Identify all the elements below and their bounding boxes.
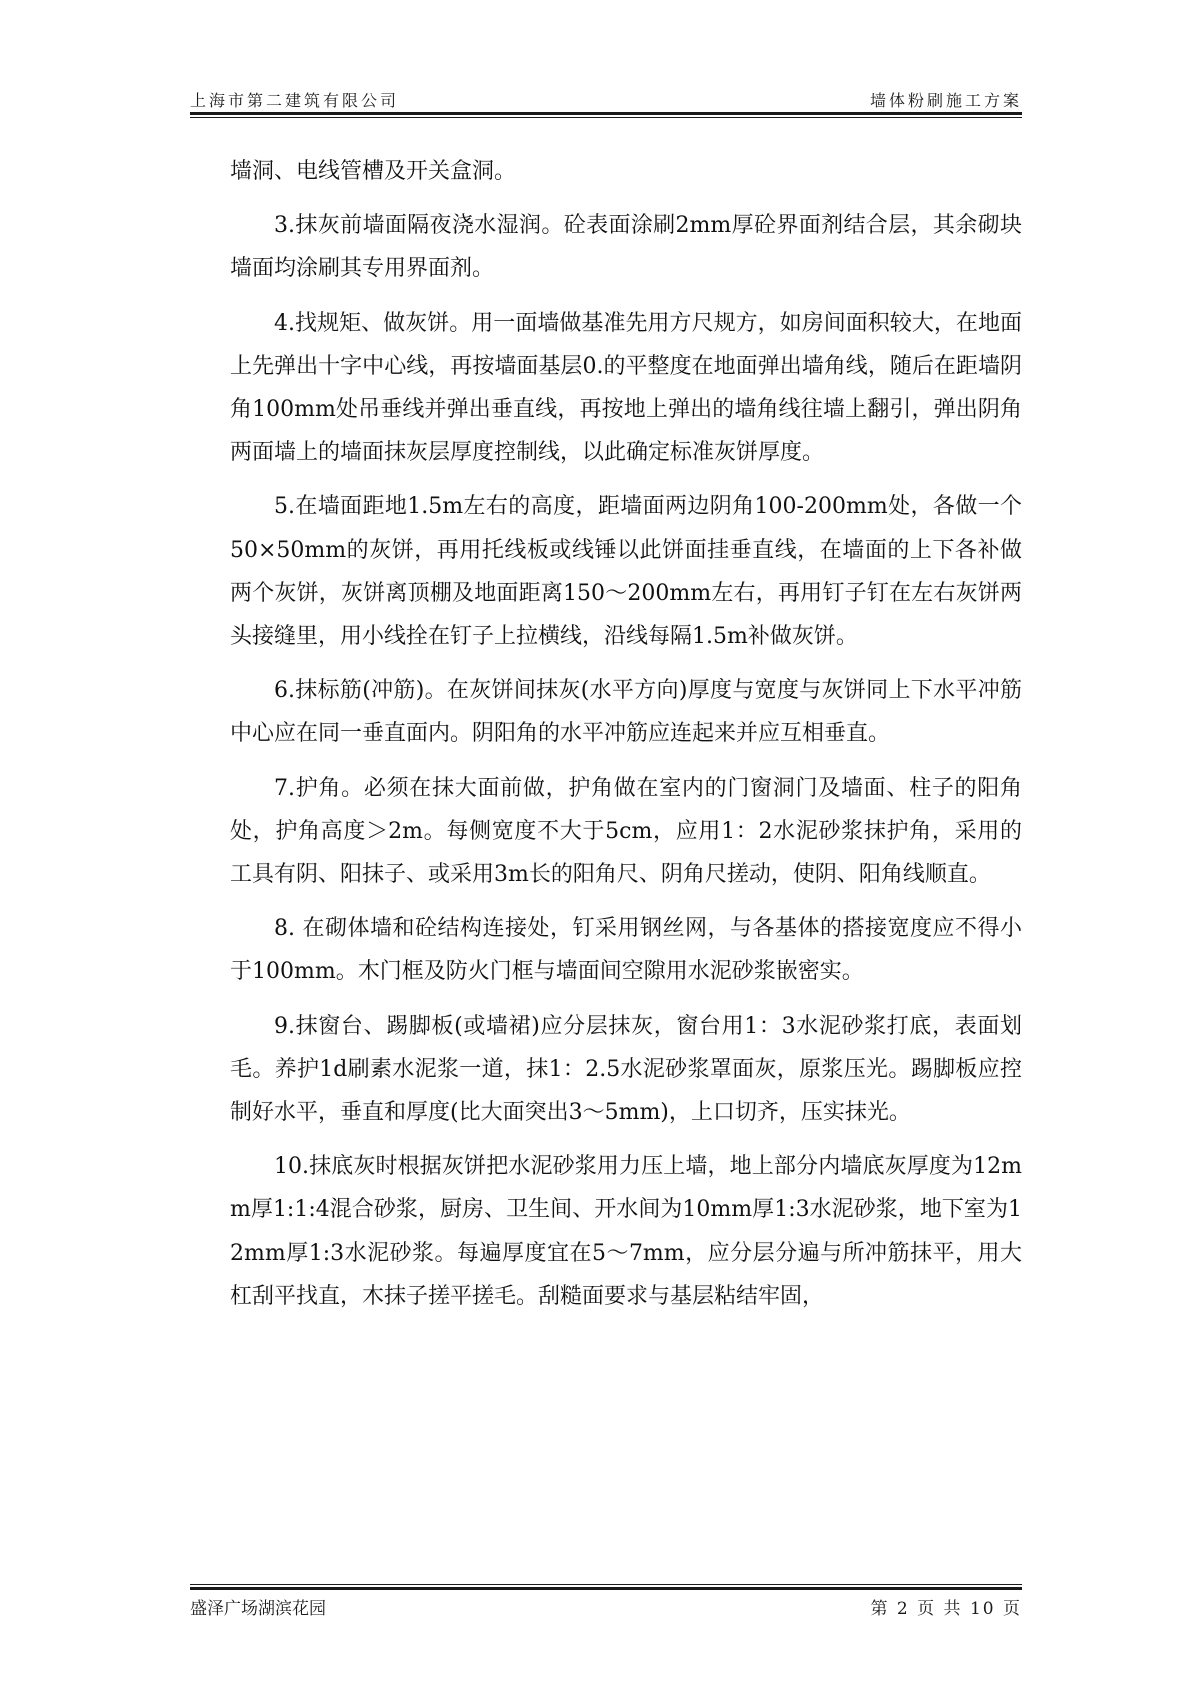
footer-rule-thin: [190, 1584, 1022, 1585]
header-rule-thin: [190, 117, 1022, 118]
footer-project: 盛泽广场湖滨花园: [190, 1599, 326, 1619]
header-rule-thick: [190, 112, 1022, 115]
page-header: [190, 82, 1022, 114]
paragraph-step-6: 6.抹标筋(冲筋)。在灰饼间抹灰(水平方向)厚度与宽度与灰饼同上下水平冲筋中心应在同一垂直面内。阴阳角的水平冲筋应连起来并应互相垂直。: [230, 678, 1022, 747]
paragraph-continuation: 墙洞、电线管槽及开关盒洞。: [230, 159, 517, 184]
paragraph-step-3: 3.抹灰前墙面隔夜浇水湿润。砼表面涂刷2mm厚砼界面剂结合层，其余砌块墙面均涂刷其专用界面剂。: [230, 213, 1022, 282]
paragraph-step-10: 10.抹底灰时根据灰饼把水泥砂浆用力压上墙，地上部分内墙底灰厚度为12mm厚1:1:4混合砂浆，厨房、卫生间、开水间为10mm厚1:3水泥砂浆，地下室为12mm厚1:3水泥砂浆。每遍厚度宜在5～7mm，应分层分遍与所冲筋抹平，用大杠刮平找直，木抹子搓平搓毛。刮糙面要求与基层粘结牢固，: [230, 1154, 1022, 1309]
paragraph-step-8: 8. 在砌体墙和砼结构连接处，钉采用钢丝网，与各基体的搭接宽度应不得小于100mm。木门框及防火门框与墙面间空隙用水泥砂浆嵌密实。: [230, 916, 1022, 985]
paragraph-step-7: 7.护角。必须在抹大面前做，护角做在室内的门窗洞门及墙面、柱子的阳角处，护角高度＞2m。每侧宽度不大于5cm，应用1：2水泥砂浆抹护角，采用的工具有阴、阳抹子、或采用3m长的阳角尺、阴角尺搓动，使阴、阳角线顺直。: [230, 775, 1022, 888]
footer-page-number: 第 2 页 共 10 页: [870, 1599, 1022, 1619]
page-footer: [190, 1590, 1022, 1620]
paragraph-step-9: 9.抹窗台、踢脚板(或墙裙)应分层抹灰，窗台用1：3水泥砂浆打底，表面划毛。养护1d刷素水泥浆一道，抹1：2.5水泥砂浆罩面灰，原浆压光。踢脚板应控制好水平，垂直和厚度(比大面突出3～5mm)，上口切齐，压实抹光。: [230, 1013, 1022, 1126]
paragraph-step-5: 5.在墙面距地1.5m左右的高度，距墙面两边阴角100-200mm处，各做一个50×50mm的灰饼，再用托线板或线锤以此饼面挂垂直线，在墙面的上下各补做两个灰饼，灰饼离顶棚及地面距离150～200mm左右，再用钉子钉在左右灰饼两头接缝里，用小线拴在钉子上拉横线，沿线每隔1.5m补做灰饼。: [230, 494, 1022, 650]
body-text: [230, 150, 1022, 1329]
paragraph-step-4: 4.找规矩、做灰饼。用一面墙做基准先用方尺规方，如房间面积较大，在地面上先弹出十字中心线，再按墙面基层0.的平整度在地面弹出墙角线，随后在距墙阴角100mm处吊垂线并弹出垂直线，再按地上弹出的墙角线往墙上翻引，弹出阴角两面墙上的墙面抹灰层厚度控制线，以此确定标准灰饼厚度。: [230, 310, 1022, 466]
header-company: 上海市第二建筑有限公司: [190, 91, 400, 110]
header-doc-title: 墙体粉刷施工方案: [869, 91, 1022, 110]
